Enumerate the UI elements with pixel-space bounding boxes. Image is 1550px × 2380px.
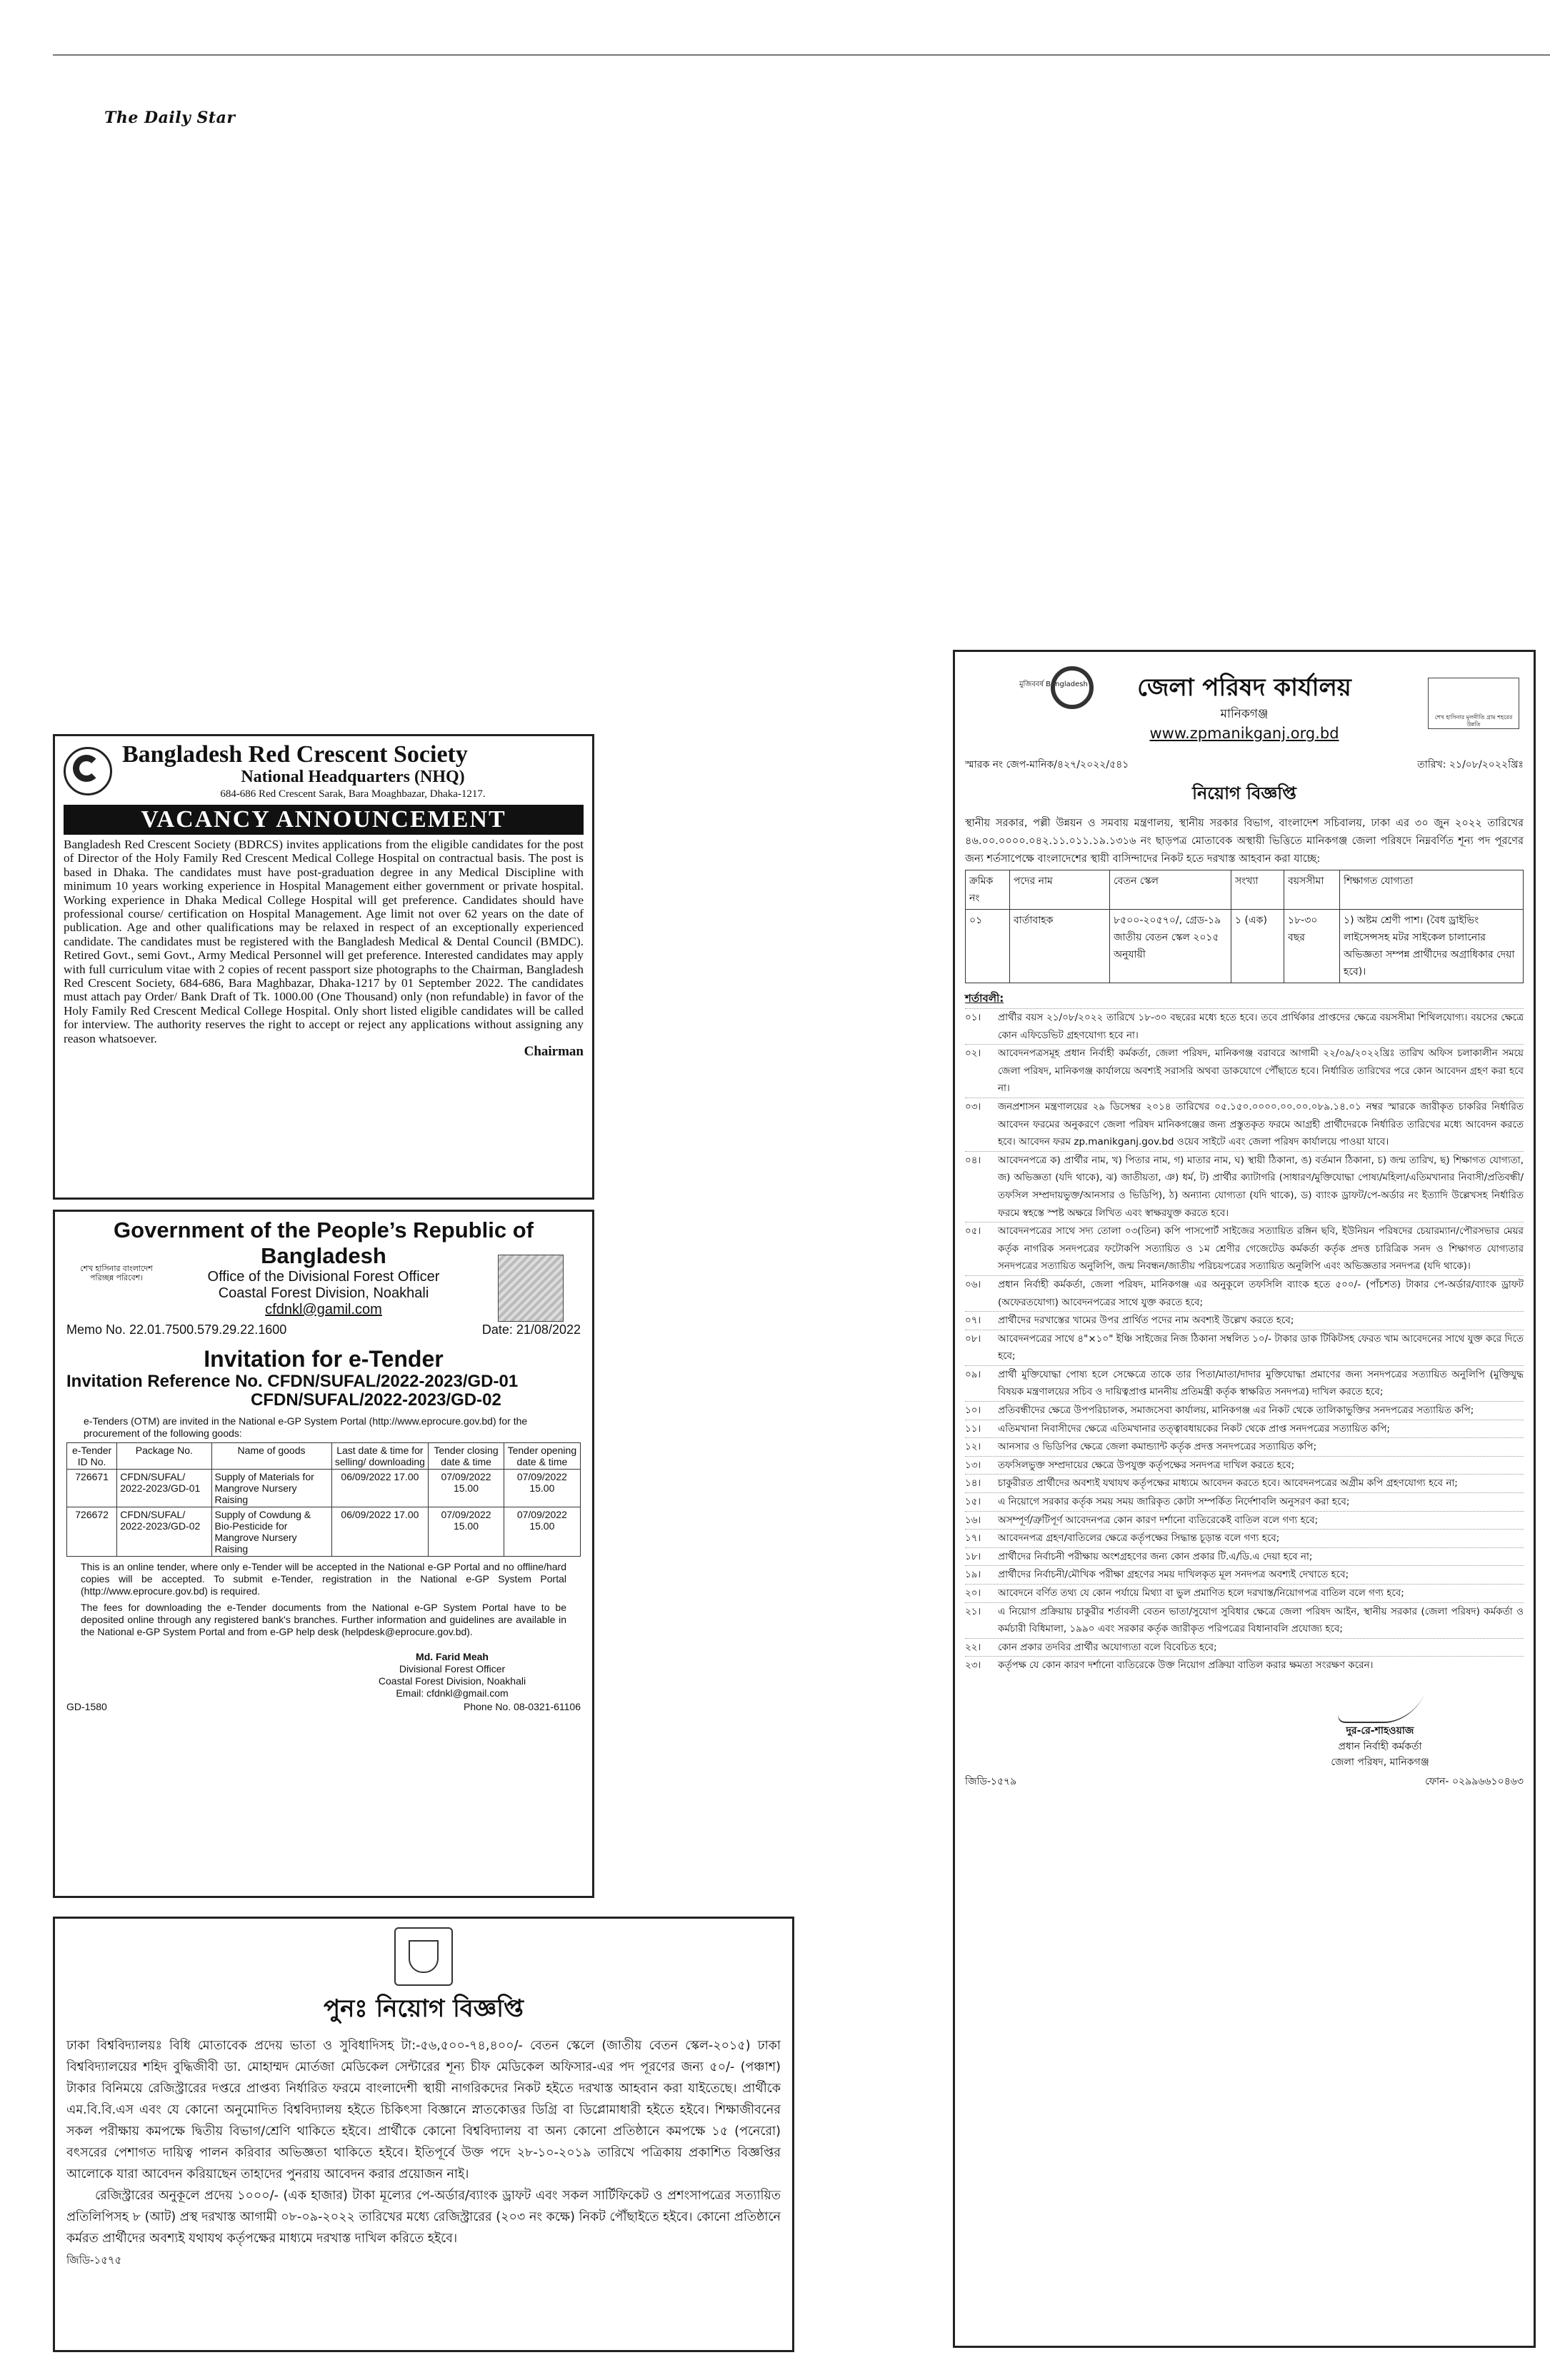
cell: Supply of Materials for Mangrove Nursery Raising <box>211 1470 331 1507</box>
cell: Supply of Cowdung & Bio-Pesticide for Mangrove Nursery Raising <box>211 1507 331 1557</box>
condition-text: প্রতিবন্ধীদের ক্ষেত্রে উপপরিচালক, সমাজসেবা কার্যালয়, মানিকগঞ্জ এর নিকট থেকে তালিকাভুক্তির সনদপত্রের সত্যায়িত কপি; <box>998 1405 1474 1417</box>
du-para-2: রেজিস্ট্রারের অনুকূলে প্রদেয় ১০০০/- (এক হাজার) টাকা মূল্যের পে-অর্ডার/ব্যাংক ড্রাফট এবং সকল সার্টিফিকেট ও প্রশংসাপত্রের সত্যায়িত প্রতিলিপিসহ ৮ (আট) প্রস্থ দরখাস্ত আগামী ০৮-০৯-২০২২ তারিখের মধ্যে রেজিস্ট্রারের (২০৩ নং কক্ষে) নিকট পৌঁছাইতে হইবে। কোনো প্রতিষ্ঠানে কর্মরত প্রার্থীদের অবশ্যই যথাযথ কর্তৃপক্ষের মাধ্যমে দরখাস্ত দাখিল করিতে হইবে। <box>66 2189 781 2246</box>
zp-sig-title: প্রধান নির্বাহী কর্মকর্তা <box>1338 1740 1422 1752</box>
list-item <box>965 1456 1524 1475</box>
forest-invite-title: Invitation for e-Tender <box>204 1346 444 1372</box>
condition-text: এ নিয়োগ প্রক্রিয়ায় চাকুরীর শর্তাবলী বেতন ভাতা/সুযোগ সুবিধার ক্ষেত্রে জেলা পরিষদ আইন, স্থানীয় সরকার (জেলা পরিষদ) কর্মকর্তা ও কর্মচারী বিধিমালা, ১৯৯০ এবং সরকার কর্তৃক জারীকৃত পরিপত্রের বিধানাবলি প্রযোজ্য হবে; <box>998 1605 1524 1635</box>
forest-office-line2: Coastal Forest Division, Noakhali <box>218 1285 429 1301</box>
logo-caption: মুজিববর্ষ Bangladesh <box>1019 681 1088 688</box>
list-item <box>965 1420 1524 1438</box>
cell: 07/09/2022 15.00 <box>429 1507 504 1557</box>
list-item <box>965 1222 1524 1275</box>
zp-signature-block <box>1236 1693 1524 1770</box>
condition-text: কর্তৃপক্ষ যে কোন কারণ দর্শানো ব্যতিরেকে উক্ত নিয়োগ প্রক্রিয়া বাতিল করার ক্ষমতা সংরক্ষণ করেন। <box>998 1660 1374 1672</box>
red-crescent-logo-icon <box>64 747 112 795</box>
cell: ০১ <box>966 910 1010 983</box>
cell: 726672 <box>67 1507 117 1557</box>
th-qualification: শিক্ষাগত যোগ্যতা <box>1340 870 1524 910</box>
zp-conditions-list <box>965 1008 1524 1674</box>
zp-intro: স্থানীয় সরকার, পল্লী উন্নয়ন ও সমবায় মন্ত্রণালয়, স্থানীয় সরকার বিভাগ, বাংলাদেশ সচিবালয়, ঢাকা এর ৩০ জুন ২০২২ তারিখের ৪৬.০০.০০০০.০৪২.১১.০১১.১৯.১৩১৬ নং ছাড়পত্র মোতাবেক অস্থায়ী ভিত্তিতে মানিকগঞ্জ জেলা পরিষদে নিম্নবর্ণিত শূন্য পদ পূরণের জন্য শর্তসাপেক্ষে বাংলাদেশের স্থায়ী বাসিন্দাদের নিকট হতে দরখাস্ত আহবান করা যাচ্ছে: <box>965 818 1524 865</box>
th-tender-id: e-Tender ID No. <box>67 1443 117 1470</box>
condition-number: ১৫। <box>965 1496 981 1508</box>
du-title: পুনঃ নিয়োগ বিজ্ঞপ্তি <box>324 1994 524 2023</box>
list-item <box>965 1365 1524 1401</box>
list-item <box>965 1275 1524 1311</box>
th-goods: Name of goods <box>211 1443 331 1470</box>
table-header-row <box>966 870 1524 910</box>
page-top-rule <box>53 54 1550 56</box>
du-para-1: ঢাকা বিশ্ববিদ্যালয়ঃ বিধি মোতাবেক প্রদেয় ভাতা ও সুবিধাদিসহ টা:-৫৬,৫০০-৭৪,৪০০/- বেতন স্কেলে (জাতীয় বেতন স্কেল-২০১৫) ঢাকা বিশ্ববিদ্যালয়ের শহিদ বুদ্ধিজীবী ডা. মোহাম্মদ মোর্তজা মেডিকেল সেন্টারের শূন্য চীফ মেডিকেল অফিসার-এর পদ পূরণের জন্য ৫০/- (পঞ্চাশ) টাকার বিনিময়ে রেজিস্ট্রারের দপ্তরে প্রাপ্তব্য নির্ধারিত ফরমে বাংলাদেশী স্থায়ী নাগরিকদের নিকট হইতে দরখাস্ত আহবান করা যাইতেছে। প্রার্থীকে এম.বি.বি.এস এবং যে কোনো অনুমোদিত বিশ্ববিদ্যালয় হইতে চিকিৎসা বিজ্ঞানে স্নাতকোত্তর ডিগ্রি বা ডিপ্লোমাধারী হইতে হইবে। শিক্ষাজীবনের সকল পরীক্ষায় কমপক্ষে দ্বিতীয় বিভাগ/শ্রেণি থাকিতে হইবে। প্রার্থীকে কোনো বিশ্ববিদ্যালয় বা অন্য কোনো প্রতিষ্ঠানে কমপক্ষে ১৫ (পনেরো) বৎসরের পেশাগত দায়িত্ব পালন করিবার অভিজ্ঞতা থাকিতে হইবে। ইতিপূর্বে উক্ত পদে ২৮-১০-২০১৯ তারিখে পত্রিকায় প্রকাশিত বিজ্ঞপ্তির আলোকে যারা আবেদন করিয়াছেন তাহাদের পুনরায় আবেদন করার প্রয়োজন নাই। <box>66 2039 781 2181</box>
condition-number: ০৯। <box>965 1368 981 1380</box>
portrait-caption: শেখ হাসিনার মূলনীতি গ্রাম শহরের উন্নতি <box>1434 714 1513 728</box>
th-opening: Tender opening date & time <box>504 1443 580 1470</box>
forest-note-1: This is an online tender, where only e-Tender will be accepted in the National e-GP Portal and no offline/hard copies will be accepted. To submit e-Tender, registration in the National e-GP System Portal (http://www.eprocure.gov.bd) is required. <box>81 1561 566 1597</box>
cell: বার্তাবাহক <box>1010 910 1110 983</box>
forest-sig-phone: Phone No. 08-0321-61106 <box>464 1701 581 1712</box>
forest-email-link[interactable]: cfdnkl@gamil.com <box>265 1302 382 1317</box>
rc-address: 684-686 Red Crescent Sarak, Bara Moaghbazar, Dhaka-1217. <box>220 788 486 800</box>
cell: ৮৫০০-২০৫৭০/, গ্রেড-১৯ জাতীয় বেতন স্কেল ২০১৫ অনুযায়ী <box>1110 910 1231 983</box>
condition-number: ১৯। <box>965 1569 981 1581</box>
list-item <box>965 1098 1524 1151</box>
cell: 07/09/2022 15.00 <box>504 1507 580 1557</box>
condition-text: জনপ্রশাসন মন্ত্রণালয়ের ২৯ ডিসেম্বর ২০১৪ তারিখের ০৫.১৫০.০০০০.০০.০০.০৮৯.১৪.০১ নম্বর স্মারকে জারীকৃত চাকরির নির্ধারিত আবেদন ফরমের অনুকরণে জেলা পরিষদ মানিকগঞ্জের জন্য প্রস্তুতকৃত ফরমে আগ্রহী প্রার্থীদেরকে নির্ধারিত তারিখের মধ্যে আবেদন করতে হবে। আবেদন ফরম zp.manikganj.gov.bd ওয়েব সাইটে এবং জেলা পরিষদ কার্যালয়ে পাওয়া যাবে। <box>998 1100 1524 1148</box>
zp-ad-code: জিডি-১৫৭৯ <box>965 1775 1017 1787</box>
table-row <box>67 1470 581 1507</box>
cell: CFDN/SUFAL/ 2022-2023/GD-02 <box>117 1507 211 1557</box>
cell: CFDN/SUFAL/ 2022-2023/GD-01 <box>117 1470 211 1507</box>
th-scale: বেতন স্কেল <box>1110 870 1231 910</box>
condition-text: আবেদনে বর্ণিত তথ্য যে কোন পর্যায়ে মিথ্যা বা ভুল প্রমাণিত হলে দরখাস্ত/নিয়োগপত্র বাতিল বলে গণ্য হবে; <box>998 1587 1404 1599</box>
condition-text: চাকুরীরত প্রার্থীদের অবশ্যই যথাযথ কর্তৃপক্ষের মাধ্যমে আবেদন করতে হবে। আবেদনপত্রের অগ্রীম কপি গ্রহণযোগ্য হবে না; <box>998 1477 1458 1490</box>
condition-text: কোন প্রকার তদবির প্রার্থীর অযোগ্যতা বলে বিবেচিত হবে; <box>998 1641 1217 1653</box>
th-last-date: Last date & time for selling/ downloading <box>331 1443 429 1470</box>
condition-number: ১৭। <box>965 1532 981 1545</box>
condition-text: অসম্পূর্ণ/ত্রুটিপূর্ণ আবেদনপত্র কোন কারণ দর্শানো ব্যতিরেকেই বাতিল বলে গণ্য হবে; <box>998 1514 1319 1526</box>
forest-ad-code: GD-1580 <box>66 1701 107 1712</box>
zp-conditions-heading: শর্তাবলী: <box>965 992 1004 1005</box>
cell: 07/09/2022 15.00 <box>429 1470 504 1507</box>
th-package: Package No. <box>117 1443 211 1470</box>
zp-sig-office: জেলা পরিষদ, মানিকগঞ্জ <box>1331 1756 1429 1768</box>
condition-text: আবেদনপত্রের সাথে ৪"×১০" ইঞ্চি সাইজের নিজ ঠিকানা সম্বলিত ১০/- টাকার ডাক টিকিটসহ ফেরত খাম আবেদনের সাথে যুক্ত করে দিতে হবে; <box>998 1332 1524 1362</box>
forest-sig-title: Divisional Forest Officer <box>399 1663 506 1674</box>
rc-hq: National Headquarters (NHQ) <box>241 768 465 786</box>
zilla-parishad-ad <box>953 650 1536 2348</box>
portrait-image <box>1428 678 1519 729</box>
condition-number: ১০। <box>965 1405 981 1417</box>
table-row <box>67 1507 581 1557</box>
list-item <box>965 1330 1524 1365</box>
condition-text: আবেদনপত্র গ্রহণ/বাতিলের ক্ষেত্রে কর্তৃপক্ষের সিদ্ধান্ত চূড়ান্ত বলে গণ্য হবে; <box>998 1532 1280 1545</box>
condition-text: প্রার্থীদের নির্বাচনী/মৌখিক পরীক্ষা গ্রহণের সময় দাখিলকৃত মূল সনদপত্র অবশ্যই দেখাতে হবে; <box>998 1569 1349 1581</box>
red-crescent-ad <box>53 734 594 1200</box>
th-closing: Tender closing date & time <box>429 1443 504 1470</box>
university-logo-icon <box>394 1927 453 1986</box>
condition-text: প্রার্থীদের দরখাস্তের খামের উপর প্রার্থিত পদের নাম অবশ্যই উল্লেখ করতে হবে; <box>998 1315 1294 1327</box>
condition-number: ২২। <box>965 1641 981 1653</box>
condition-number: ১১। <box>965 1422 981 1435</box>
zp-post-table <box>965 870 1524 983</box>
condition-text: এ নিয়োগে সরকার কর্তৃক সময় সময় জারিকৃত কোটা সম্পর্কিত নির্দেশাবলি অনুসরণ করা হবে; <box>998 1496 1350 1508</box>
list-item <box>965 1311 1524 1330</box>
list-item <box>965 1008 1524 1044</box>
condition-text: আনসার ও ভিডিপির ক্ষেত্রে জেলা কমান্ড্যান্ট কর্তৃক প্রদত্ত সনদপত্রের সত্যায়িত কপি; <box>998 1441 1317 1453</box>
portrait-image <box>498 1255 564 1322</box>
newspaper-masthead: The Daily Star <box>104 109 236 127</box>
table-row <box>966 910 1524 983</box>
forest-ref-1: Invitation Reference No. CFDN/SUFAL/2022-2023/GD-01 <box>66 1372 519 1391</box>
condition-text: আবেদনপত্রে ক) প্রার্থীর নাম, খ) পিতার নাম, গ) মাতার নাম, ঘ) স্থায়ী ঠিকানা, ঙ) বর্তমান ঠিকানা, চ) জন্ম তারিখ, ছ) শিক্ষাগত যোগ্যতা, জ) অভিজ্ঞতা (যদি থাকে), ঝ) জাতীয়তা, ঞ) ধর্ম, ট) প্রার্থীর ক্যাটাগরি (সাধারণ/মুক্তিযোদ্ধা পোষ্য/মহিলা/এতিমখানার নিবাসী/প্রতিবন্ধী/তফসিল সম্প্রদায়ভুক্ত/আনসার ও ভিডিপি), ঠ) অন্যান্য যোগ্যতা (যদি থাকে), ড) ব্যাংক ড্রাফট/পে-অর্ডার নং ইত্যাদি উল্লেখসহ নির্ধারিত ফরমে স্বহস্তে স্পষ্ট অক্ষরে লিখিত এবং স্বাক্ষরযুক্ত করতে হবে। <box>998 1154 1524 1219</box>
list-item <box>965 1044 1524 1098</box>
condition-number: ২৩। <box>965 1660 981 1672</box>
handwritten-signature <box>1335 1693 1424 1723</box>
condition-text: তফসিলভুক্ত সম্প্রদায়ের ক্ষেত্রে উপযুক্ত কর্তৃপক্ষের সনদপত্র দাখিল করতে হবে; <box>998 1459 1295 1471</box>
forest-office-line1: Office of the Divisional Forest Officer <box>207 1269 440 1285</box>
th-post: পদের নাম <box>1010 870 1110 910</box>
cell: ১৮-৩০ বছর <box>1284 910 1340 983</box>
forest-intro: e-Tenders (OTM) are invited in the National e-GP System Portal (http://www.eprocure.gov.bd) for the procurement of the following goods: <box>84 1415 528 1439</box>
condition-text: প্রার্থীর বয়স ২১/০৮/২০২২ তারিখে ১৮-৩০ বছরের মধ্যে হতে হবে। তবে প্রার্থিকার প্রাপ্তদের ক্ষেত্রে বয়সসীমা শিথিলযোগ্য। বয়সের ক্ষেত্রে কোন এফিডেভিট গ্রহণযোগ্য হবে না। <box>998 1012 1524 1041</box>
condition-number: ১৬। <box>965 1514 981 1526</box>
condition-text: প্রার্থী মুক্তিযোদ্ধা পোষ্য হলে সেক্ষেত্রে তাকে তার পিতা/মাতা/দাদার মুক্তিযোদ্ধা প্রমাণের জন্য সনদপত্রের সত্যায়িত অনুলিপি (মুক্তিযুদ্ধ বিষয়ক মন্ত্রণালয়ের সচিব ও দায়িত্বপ্রাপ্ত মাননীয় প্রতিমন্ত্রী কর্তৃক স্বাক্ষরিত সনদপত্র) দাখিল করতে হবে; <box>998 1368 1524 1398</box>
rc-banner: VACANCY ANNOUNCEMENT <box>64 805 584 835</box>
forest-sig-office: Coastal Forest Division, Noakhali <box>378 1675 526 1687</box>
condition-number: ০৫। <box>965 1225 981 1237</box>
list-item <box>965 1656 1524 1674</box>
list-item <box>965 1437 1524 1456</box>
forest-tender-ad <box>53 1210 594 1898</box>
condition-number: ০৮। <box>965 1332 981 1345</box>
zp-memo: স্মারক নং জেপ-মানিক/৪২৭/২০২২/৫৪১ <box>965 759 1129 770</box>
list-item <box>965 1401 1524 1420</box>
list-item <box>965 1565 1524 1584</box>
zp-date: তারিখ: ২১/০৮/২০২২খ্রিঃ <box>1417 759 1524 770</box>
cell: ১ (এক) <box>1231 910 1284 983</box>
condition-number: ০৭। <box>965 1315 981 1327</box>
condition-number: ১৪। <box>965 1477 981 1490</box>
condition-number: ১৮। <box>965 1550 981 1562</box>
forest-signature-block <box>324 1651 581 1699</box>
forest-slogan: শেখ হাসিনার বাংলাদেশ পরিচ্ছন্ন পরিবেশ। <box>80 1265 153 1282</box>
cell: 06/09/2022 17.00 <box>331 1470 429 1507</box>
condition-text: আবেদনপত্রের সাথে সদ্য তোলা ০৩(তিন) কপি পাসপোর্ট সাইজের সত্যায়িত রঙ্গিন ছবি, ইউনিয়ন পরিষদের চেয়ারম্যান/পৌরসভার মেয়র কর্তৃক নাগরিক সনদপত্রের ফটোকপি সত্যায়িত ও ১ম শ্রেণীর গেজেটেড কর্মকর্তা কর্তৃক প্রদত্ত চারিত্রিক সনদ ও শিক্ষাগত যোগ্যতার সনদপত্রের সত্যায়িত অনুলিপি, জন্ম নিবন্ধন/জাতীয় পরিচয়পত্রের সত্যায়িত অনুলিপি এবং অভিজ্ঞতার সনদপত্র (যদি থাকে)। <box>998 1225 1524 1272</box>
list-item <box>965 1511 1524 1530</box>
condition-number: ০৪। <box>965 1154 981 1166</box>
forest-memo-no: Memo No. 22.01.7500.579.29.22.1600 <box>66 1322 287 1337</box>
condition-text: প্রার্থীদের নির্বাচনী পরীক্ষায় অংশগ্রহণের জন্য কোন প্রকার টি.এ/ডি.এ দেয়া হবে না; <box>998 1550 1313 1562</box>
condition-number: ২০। <box>965 1587 981 1599</box>
forest-note-2: The fees for downloading the e-Tender documents from the National e-GP System Portal have to be deposited online through any registered bank's branches. Further information and guidelines are available in the National e-GP System Portal and from e-GP help desk (helpdesk@eprocure.gov.bd). <box>81 1602 566 1637</box>
list-item <box>965 1638 1524 1657</box>
zp-sig-name: দুর-রে-শাহওয়াজ <box>1346 1724 1414 1737</box>
du-ad-code: জিডি-১৫৭৫ <box>66 2254 122 2266</box>
condition-number: ০২। <box>965 1048 981 1060</box>
cell: 726671 <box>67 1470 117 1507</box>
forest-ref-2: CFDN/SUFAL/2022-2023/GD-02 <box>251 1390 501 1410</box>
zp-district: মানিকগঞ্জ <box>1220 707 1269 721</box>
rc-body-text: Bangladesh Red Crescent Society (BDRCS) invites applications from the eligible candidates for the post of Director of the Holy Family Red Crescent Medical College Hospital on contractual basis. The post is based in Dhaka. The candidates must have post-graduation degree in any Medical Discipline with minimum 10 years working experience in Hospital Management either government or private hospital. Working experience in Dhaka Medical College Hospital will get preference. Candidates should have professional course/ certification on Hospital Management. Age limit not over 62 years on the date of publication. Age and other qualifications may be relaxed in respect of an exceptionally experienced candidate. The candidates must be registered with the Bangladesh Medical & Dental Council (BMDC). Retired Govt., semi Govt., Army Medical Personnel will get preference. Interested candidates may apply with full curriculum vitae with 2 copies of recent passport size photographs to the Chairman, Bangladesh Red Crescent Society, 684-686, Bara Maghbazar, Dhaka-1217 by 01 September 2022. The candidates must attach pay Order/ Bank Draft of Tk. 1000.00 (One Thousand) only (non refundable) in favor of the Holy Family Red Crescent Medical College Hospital. Only short listed eligible candidates will be called for interview. The authority reserves the right to accept or reject any applications without assigning any reason whatsoever. <box>64 838 584 1045</box>
forest-date: Date: 21/08/2022 <box>481 1322 581 1337</box>
condition-text: আবেদনপত্রসমূহ প্রধান নির্বাহী কর্মকর্তা, জেলা পরিষদ, মানিকগঞ্জ বরাবরে আগামী ২২/০৯/২০২২খ্রিঃ তারিখ অফিস চলাকালীন সময়ে জেলা পরিষদ, মানিকগঞ্জ কার্যালয়ে অবশ্যই সরাসরি অথবা ডাকযোগে পৌঁছাতে হবে। নির্ধারিত তারিখের পরে কোন আবেদন গ্রহণ করা হবে না। <box>998 1048 1524 1095</box>
forest-tender-table <box>66 1442 581 1557</box>
zp-website-link[interactable]: www.zpmanikganj.org.bd <box>1149 725 1339 742</box>
list-item <box>965 1474 1524 1492</box>
cell: 07/09/2022 15.00 <box>504 1470 580 1507</box>
forest-sig-name: Md. Farid Meah <box>416 1651 489 1662</box>
rc-signatory: Chairman <box>524 1044 584 1060</box>
th-count: সংখ্যা <box>1231 870 1284 910</box>
list-item <box>965 1529 1524 1547</box>
list-item <box>965 1547 1524 1566</box>
condition-number: ০১। <box>965 1012 981 1023</box>
list-item <box>965 1492 1524 1511</box>
rc-org-name: Bangladesh Red Crescent Society <box>122 741 468 768</box>
condition-number: ১২। <box>965 1441 981 1453</box>
cell: ১) অষ্টম শ্রেণী পাশ। (বৈধ ড্রাইভিং লাইসেন্সসহ মটর সাইকেল চালানোর অভিজ্ঞতা সম্পন্ন প্রার্থীদের অগ্রাধিকার দেয়া হবে)। <box>1340 910 1524 983</box>
zp-notice-title: নিয়োগ বিজ্ঞপ্তি <box>1192 783 1296 803</box>
condition-number: ০৬। <box>965 1278 981 1290</box>
condition-number: ২১। <box>965 1605 981 1617</box>
list-item <box>965 1151 1524 1222</box>
forest-gov-heading: Government of the People’s Republic of Bangladesh <box>114 1217 534 1268</box>
dhaka-university-ad <box>53 1917 794 2352</box>
forest-sig-email: Email: cfdnkl@gmail.com <box>396 1687 509 1699</box>
list-item <box>965 1602 1524 1638</box>
condition-text: প্রধান নির্বাহী কর্মকর্তা, জেলা পরিষদ, মানিকগঞ্জ এর অনুকূলে তফসিলি ব্যাংক হতে ৫০০/- (পাঁচশত) টাকার পে-অর্ডার/ব্যাংক ড্রাফট (অফেরতযোগ্য) আবেদনপত্রের সাথে যুক্ত করতে হবে; <box>998 1278 1524 1308</box>
condition-number: ০৩। <box>965 1100 981 1113</box>
zp-phone: ফোন- ০২৯৯৬৬১০৪৬৩ <box>1425 1775 1524 1787</box>
table-header-row <box>67 1443 581 1470</box>
condition-number: ১৩। <box>965 1459 981 1471</box>
cell: 06/09/2022 17.00 <box>331 1507 429 1557</box>
th-age: বয়সসীমা <box>1284 870 1340 910</box>
condition-text: এতিমখানা নিবাসীদের ক্ষেত্রে এতিমখানার তত্ত্বাবধায়কের নিকট থেকে প্রাপ্ত সনদপত্রের সত্যায়িত কপি; <box>998 1422 1390 1435</box>
th-serial: ক্রমিক নং <box>966 870 1010 910</box>
list-item <box>965 1584 1524 1602</box>
zp-title: জেলা পরিষদ কার্যালয় <box>1137 673 1351 702</box>
